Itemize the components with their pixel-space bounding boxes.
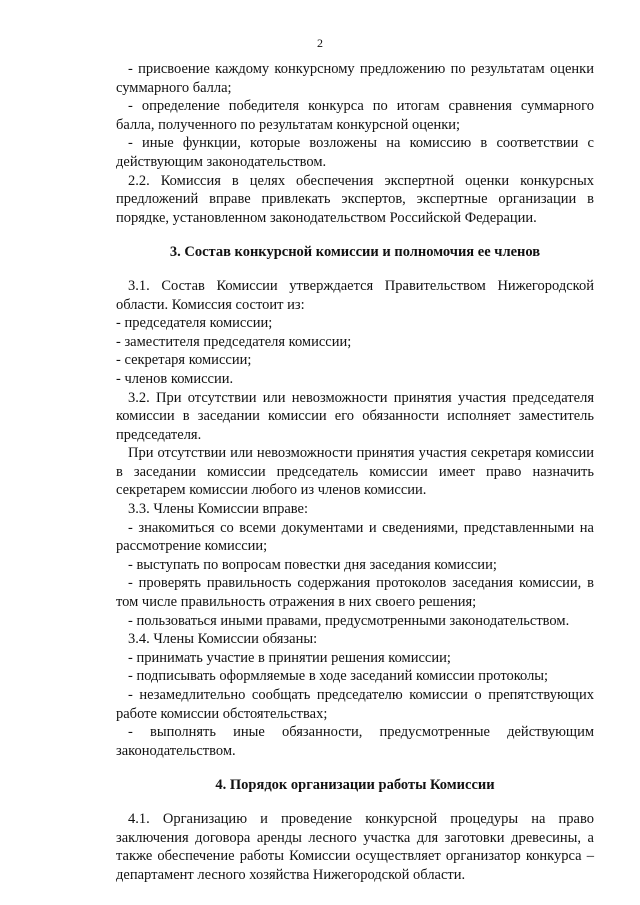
list-item: - подписывать оформляемые в ходе заседаний комиссии протоколы;: [128, 668, 549, 685]
list-item: - заместителя председателя комиссии;: [116, 333, 352, 350]
list-item: - незамедлительно сообщать председателю комиссии о препятствующих работе комиссии обстоятельствах;: [116, 687, 594, 722]
list-item: - секретаря комиссии;: [116, 352, 252, 369]
section-4-heading: 4. Порядок организации работы Комиссии: [215, 777, 495, 794]
list-item: - пользоваться иными правами, предусмотренными законодательством.: [128, 612, 570, 629]
list-item: - принимать участие в принятии решения комиссии;: [128, 649, 451, 666]
list-item: - присвоение каждому конкурсному предложению по результатам оценки суммарного балла;: [116, 61, 594, 96]
paragraph-2-2: 2.2. Комиссия в целях обеспечения экспертной оценки конкурсных предложений вправе привлекать экспертов, экспертные организации в порядке, установленном законодательством Российской Федерации.: [116, 172, 594, 226]
page-content: [116, 60, 594, 884]
paragraph-3-2-secretary: При отсутствии или невозможности принятия участия секретаря комиссии в заседании комиссии председатель комиссии имеет право назначить секретарем комиссии любого из членов комиссии.: [116, 445, 594, 499]
list-item: - выступать по вопросам повестки дня заседания комиссии;: [128, 556, 497, 573]
list-item: - знакомиться со всеми документами и сведениями, представленными на рассмотрение комиссии;: [116, 519, 594, 555]
paragraph-3-3: 3.3. Члены Комиссии вправе:: [128, 501, 308, 518]
list-item: - выполнять иные обязанности, предусмотренные действующим законодательством.: [116, 724, 594, 759]
page-number: 2: [317, 36, 323, 50]
paragraph-3-1: 3.1. Состав Комиссии утверждается Правительством Нижегородской области. Комиссия состоит из:: [116, 277, 594, 313]
list-item: - определение победителя конкурса по итогам сравнения суммарного балла, полученного по результатам конкурсной оценки;: [116, 98, 594, 133]
list-item: - членов комиссии.: [116, 370, 234, 387]
paragraph-3-2: 3.2. При отсутствии или невозможности принятия участия председателя комиссии в заседании комиссии его обязанности исполняет заместитель председателя.: [116, 389, 594, 443]
list-item: - проверять правильность содержания протоколов заседания комиссии, в том числе правильность отражения в них своего решения;: [116, 575, 594, 611]
paragraph-4-1: 4.1. Организацию и проведение конкурсной процедуры на право заключения договора аренды лесного участка для заготовки древесины, а также обеспечение работы Комиссии осуществляет организатор конкурса – департамент лесного хозяйства Нижегородской области.: [116, 810, 594, 883]
list-item: - председателя комиссии;: [116, 315, 273, 332]
section-3-heading: 3. Состав конкурсной комиссии и полномочия ее членов: [169, 244, 541, 261]
list-item: - иные функции, которые возложены на комиссию в соответствии с действующим законодательством.: [116, 135, 594, 170]
paragraph-3-4: 3.4. Члены Комиссии обязаны:: [128, 631, 318, 648]
